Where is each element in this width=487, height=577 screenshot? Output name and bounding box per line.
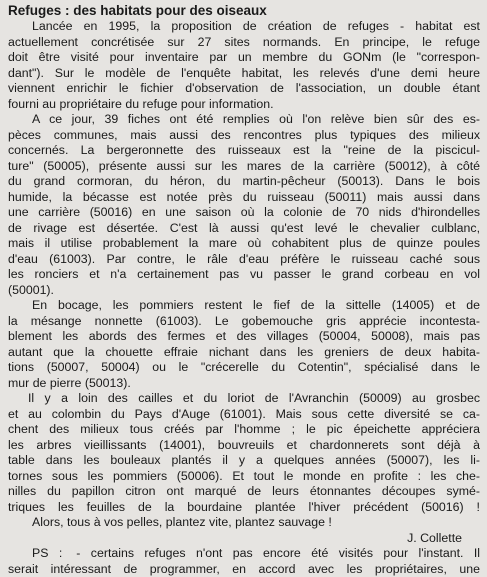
text-line: tions (50007, 50004) ou le "crécerelle du Cotentin", spécialisé dans le bbox=[8, 360, 480, 376]
text-line: Lancée en 1995, la proposition de création de refuges - habitat est bbox=[8, 19, 480, 35]
paragraph-1 bbox=[8, 19, 480, 112]
text-line: tornes sous les pommiers (50006). Et tout le monde en profite : les che- bbox=[8, 469, 480, 485]
text-line: serait intéressant de programmer, en accord avec les propriétaires, une bbox=[8, 562, 480, 577]
text-line: En bocage, les pommiers restent le fief de la sittelle (14005) et de bbox=[8, 298, 480, 314]
text-line: et au colombin du Pays d'Auge (61001). Mais sous cette diversité se ca- bbox=[8, 407, 480, 423]
text-line: A ce jour, 39 fiches ont été remplies où l'on relève bien sûr des es- bbox=[8, 112, 480, 128]
text-line: triques les feuilles de la bourdaine plantée l'hiver précédent (50016) ! bbox=[8, 500, 480, 516]
text-line: blement les abords des fermes et des villages (50004, 50008), mais pas bbox=[8, 329, 480, 345]
text-line: fourni au propriétaire du refuge pour information. bbox=[8, 97, 480, 113]
text-line: dant"). Sur le modèle de l'enquête habitat, les relevés d'une demi heure bbox=[8, 66, 480, 82]
author-signature: J. Collette bbox=[8, 531, 480, 547]
text-line: de rivage est désertée. C'est là aussi qu'est levé le chevalier culblanc, bbox=[8, 221, 480, 237]
text-line: d'eau (61003). Par contre, le râle d'eau préfère le ruisseau caché sous bbox=[8, 252, 480, 268]
text-line: une carrière (50016) en une saison où la colonie de 70 nids d'hirondelles bbox=[8, 205, 480, 221]
text-line: les ronciers et n'a certainement pas vu passer le grand corbeau en vol bbox=[8, 267, 480, 283]
text-line: pèces communes, mais aussi des rencontres plus typiques des milieux bbox=[8, 128, 480, 144]
text-line: table dans les bouleaux plantés il y a quelques années (50007), les li- bbox=[8, 453, 480, 469]
paragraph-2 bbox=[8, 112, 480, 298]
text-line: les arbres vieillissants (14001), bouvreuils et chardonnerets sont déjà à bbox=[8, 438, 480, 454]
article-title: Refuges : des habitats pour des oiseaux bbox=[8, 3, 480, 18]
text-line: chent des milieux tous créés par l'homme ; le pic épeichette appréciera bbox=[8, 422, 480, 438]
text-line: Il y a loin des cailles et du loriot de l'Avranchin (50009) au grosbec bbox=[8, 391, 480, 407]
postscript bbox=[8, 546, 480, 577]
text-line: humide, la bécasse est notée près du ruisseau (50011) mais aussi dans bbox=[8, 190, 480, 206]
text-line: doit être visité pour inventaire par un membre du GONm (le "correspon- bbox=[8, 50, 480, 66]
text-line: ture" (50005), présente aussi sur les mares de la carrière (50012), à côté bbox=[8, 159, 480, 175]
text-line: la mésange nonnette (61003). Le gobemouche gris apprécie incontesta- bbox=[8, 314, 480, 330]
text-line: (50001). bbox=[8, 283, 480, 299]
paragraph-4 bbox=[8, 391, 480, 531]
ps-label: PS : bbox=[32, 546, 62, 560]
ps-text: - certains refuges n'ont pas encore été visités pour l'instant. Il bbox=[76, 546, 480, 560]
text-line: mur de pierre (50013). bbox=[8, 376, 480, 392]
text-line: Alors, tous à vos pelles, plantez vite, plantez sauvage ! bbox=[8, 515, 480, 531]
text-line: actuellement concrétisée sur 27 sites normands. En principe, le refuge bbox=[8, 35, 480, 51]
text-line: nilles du papillon citron ont marqué de leurs étonnantes découpes symé- bbox=[8, 484, 480, 500]
text-line: autant que la chouette effraie nichant dans les greniers de deux habita- bbox=[8, 345, 480, 361]
text-line: concernés. La bergeronnette des ruisseaux est la "reine de la piscicul- bbox=[8, 143, 480, 159]
text-line: viennent enrichir le fichier d'observation de l'association, un double étant bbox=[8, 81, 480, 97]
paragraph-3 bbox=[8, 298, 480, 391]
text-line: mais il utilise probablement la mare où cohabitent plus de quinze poules bbox=[8, 236, 480, 252]
text-line: du grand cormoran, du héron, du martin-pêcheur (50013). Dans le bois bbox=[8, 174, 480, 190]
